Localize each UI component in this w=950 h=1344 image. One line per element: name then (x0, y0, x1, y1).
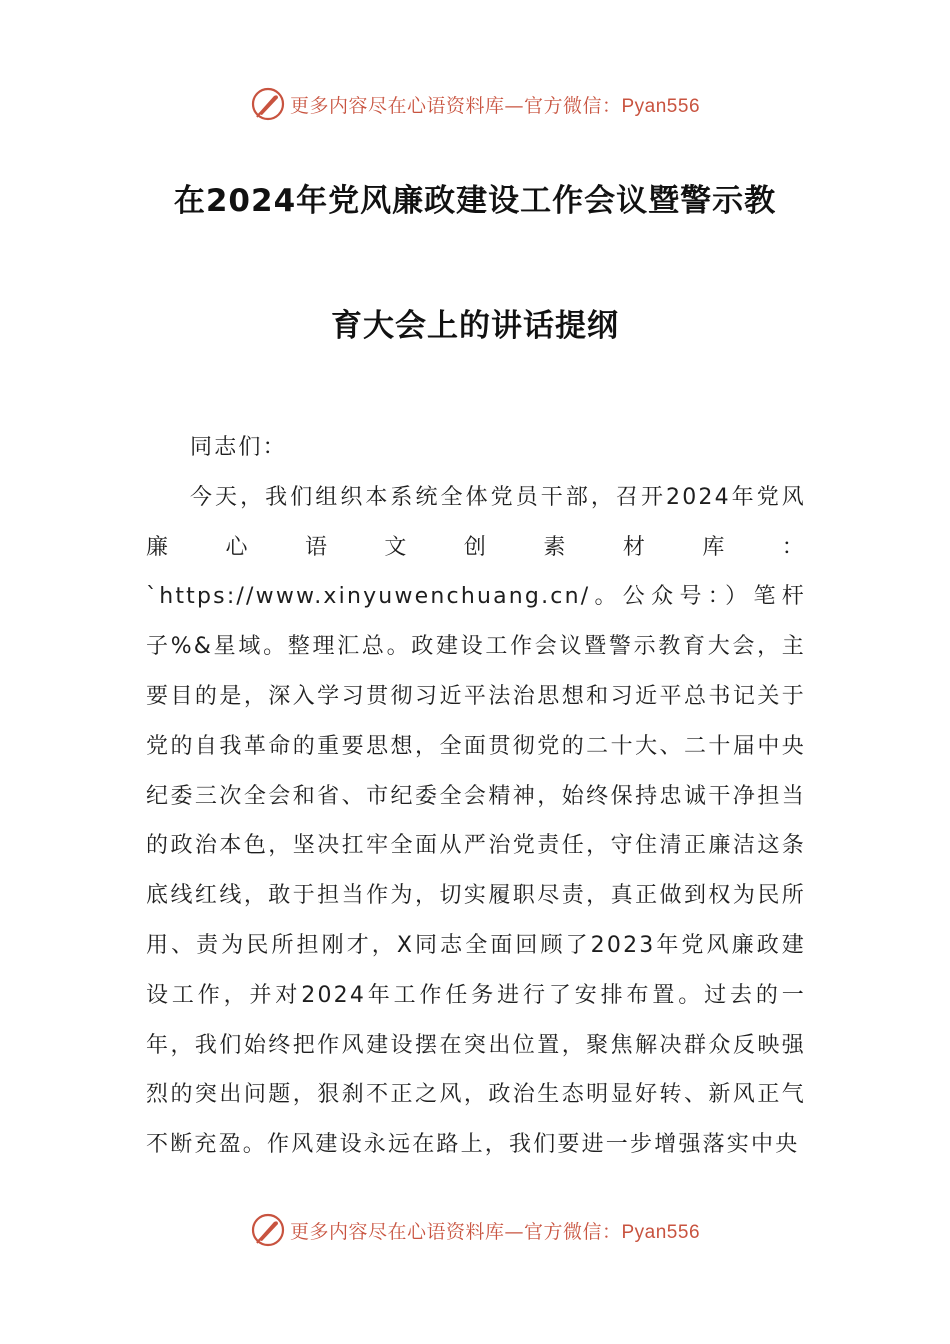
watermark-text: 更多内容尽在心语资料库—官方微信：Pyan556 (289, 1220, 701, 1243)
watermark-banner-bottom (0, 1210, 950, 1250)
document-title-line1: 在2024年党风廉政建设工作会议暨警示教 (173, 183, 777, 219)
salutation: 同志们： (190, 435, 287, 460)
quill-logo-icon (250, 1212, 286, 1248)
document-title-line2: 育大会上的讲话提纲 (331, 308, 619, 344)
paragraph: 今天，我们组织本系统全体党员干部，召开2024年党风廉心语文创素材库：`https://www.xinyuwenchuang.cn/。公众号：）笔杆子%&星域。整理汇总。政建设工作会议暨警示教育大会，主要目的是，深入学习贯彻习近平法治思想和习近平总书记关于党的自我革命的重要思想，全面贯彻党的二十大、二十届中央纪委三次全会和省、市纪委全会精神，始终保持忠诚干净担当的政治本色，坚决扛牢全面从严治党责任，守住清正廉洁这条底线红线，敢于担当作为，切实履职尽责，真正做到权为民所用、责为民所担刚才，X同志全面回顾了2023年党风廉政建设工作，并对2024年工作任务进行了安排布置。过去的一年，我们始终把作风建设摆在突出位置，聚焦解决群众反映强烈的突出问题，狠刹不正之风，政治生态明显好转、新风正气不断充盈。作风建设永远在路上，我们要进一步增强落实中央 (146, 484, 806, 1158)
watermark-banner-top (0, 84, 950, 124)
document-body (146, 423, 806, 1170)
quill-logo-icon (250, 86, 286, 122)
watermark-text: 更多内容尽在心语资料库—官方微信：Pyan556 (289, 94, 701, 117)
